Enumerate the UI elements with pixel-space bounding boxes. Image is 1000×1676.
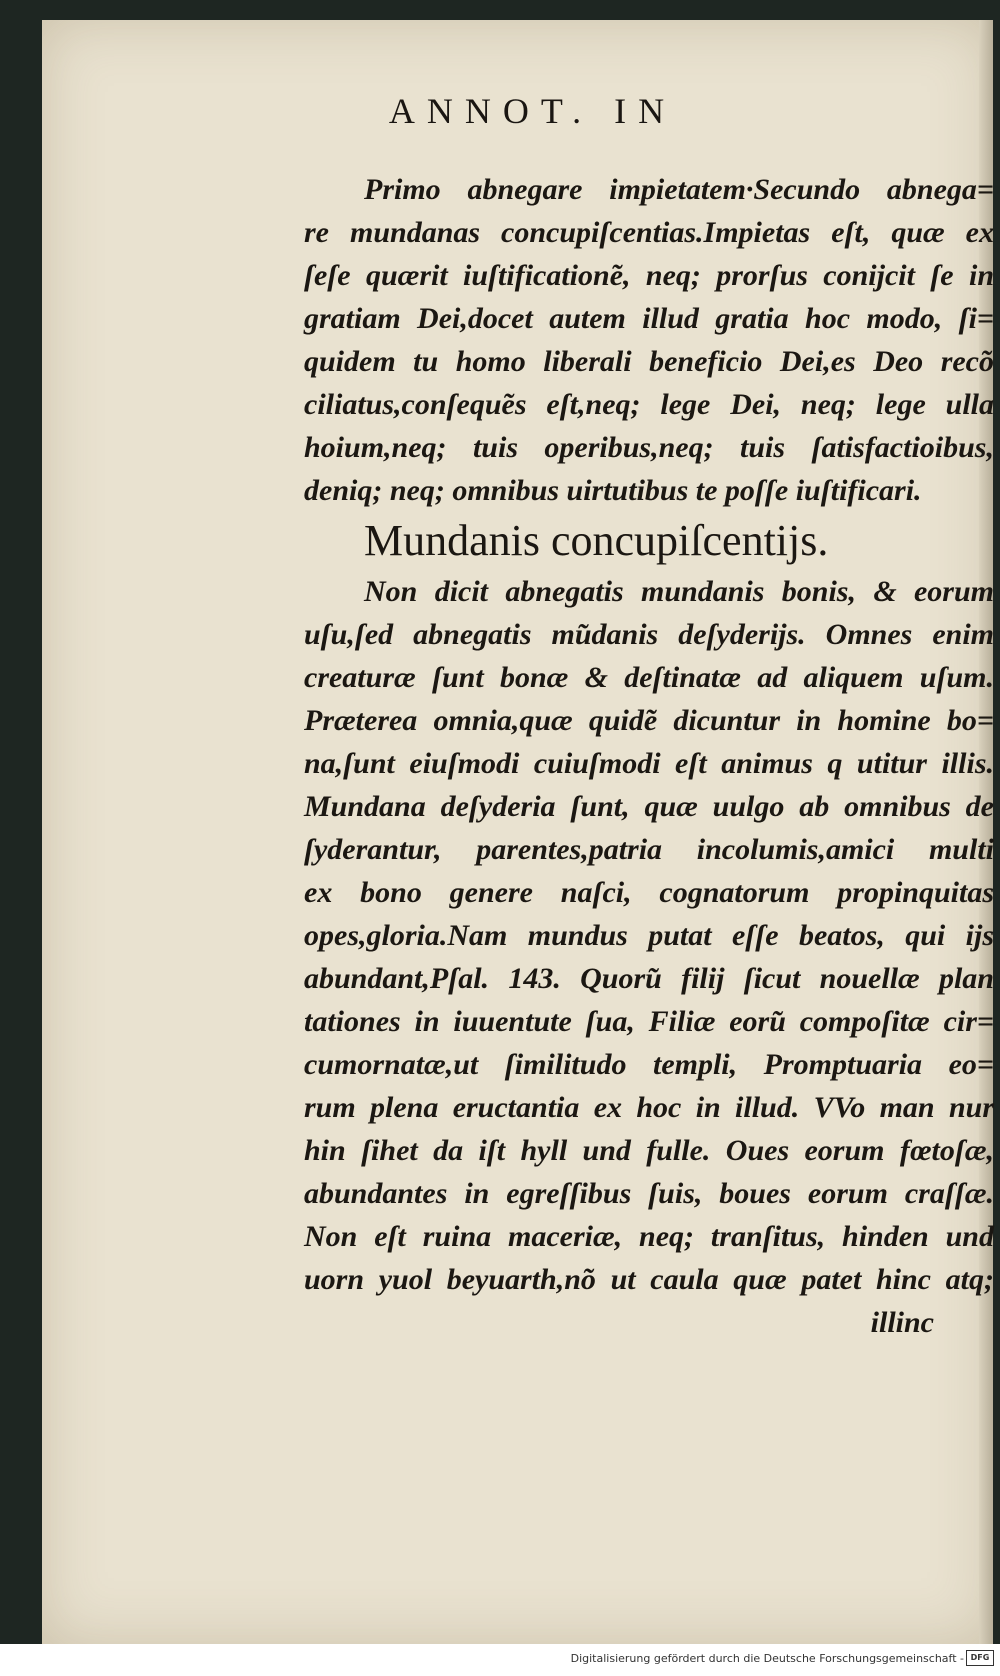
text-line: ciliatus,conſeque͂s eſt,neq; lege Dei, neq; lege ulla (304, 388, 994, 421)
running-head: ANNOT. IN (388, 91, 677, 131)
text-line: deniq; neq; omnibus uirtutibus te poſſe iuſtificari. (304, 474, 922, 507)
text-line: tationes in iuuentute ſua, Filiæ eoru͂ compoſitæ cir= (304, 1005, 994, 1038)
text-block (304, 168, 994, 1344)
funding-credit: Digitalisierung gefördert durch die Deutsche Forschungsgemeinschaft - (570, 1652, 964, 1665)
text-line: uſu,ſed abnegatis mu͂danis deſyderijs. Omnes enim (304, 618, 994, 651)
text-line: Mundana deſyderia ſunt, quæ uulgo ab omnibus de (304, 790, 994, 823)
book-page (42, 20, 993, 1644)
footer-bar (0, 1644, 1000, 1676)
text-line: Non dicit abnegatis mundanis bonis, & eorum (364, 575, 994, 608)
text-line: uorn yuol beyuarth,no͂ ut caula quæ patet hinc atq; (304, 1263, 994, 1296)
text-line: ſyderantur, parentes,patria incolumis,amici multi (304, 833, 994, 866)
text-line: Præterea omnia,quæ quide͂ dicuntur in homine bo= (304, 704, 994, 737)
text-line: gratiam Dei,docet autem illud gratia hoc modo, ſi= (304, 302, 994, 335)
text-line: abundant,Pſal. 143. Quoru͂ filij ſicut nouellæ plan (304, 962, 994, 995)
text-line: na,ſunt eiuſmodi cuiuſmodi eſt animus q utitur illis. (304, 747, 994, 780)
text-line: quidem tu homo liberali beneficio Dei,es Deo reco͂ (304, 345, 994, 378)
text-line: re mundanas concupiſcentias.Impietas eſt, quæ ex (304, 216, 994, 249)
dfg-logo: DFG (966, 1650, 994, 1666)
text-line: cumornatæ,ut ſimilitudo templi, Promptuaria eo= (304, 1048, 994, 1081)
text-line: opes,gloria.Nam mundus putat eſſe beatos, qui ijs (304, 919, 994, 952)
text-line: Non eſt ruina maceriæ, neq; tranſitus, hinden und (304, 1220, 994, 1253)
catchword: illinc (870, 1306, 934, 1339)
text-line: hin ſihet da iſt hyll und fulle. Oues eorum fœtoſæ, (304, 1134, 994, 1167)
text-line: creaturæ ſunt bonæ & deſtinatæ ad aliquem uſum. (304, 661, 994, 694)
text-line: ſeſe quærit iuſtificatione͂, neq; prorſus conijcit ſe in (304, 259, 994, 292)
section-heading: Mundanis concupiſcentijs. (364, 516, 829, 565)
text-line: Primo abnegare impietatem·Secundo abnega= (364, 173, 994, 206)
text-line: rum plena eructantia ex hoc in illud. VVo man nur (304, 1091, 994, 1124)
text-line: ex bono genere naſci, cognatorum propinquitas (304, 876, 994, 909)
text-line: hoium,neq; tuis operibus,neq; tuis ſatisfactioibus, (304, 431, 994, 464)
text-line: abundantes in egreſſibus ſuis, boues eorum craſſæ. (304, 1177, 994, 1210)
